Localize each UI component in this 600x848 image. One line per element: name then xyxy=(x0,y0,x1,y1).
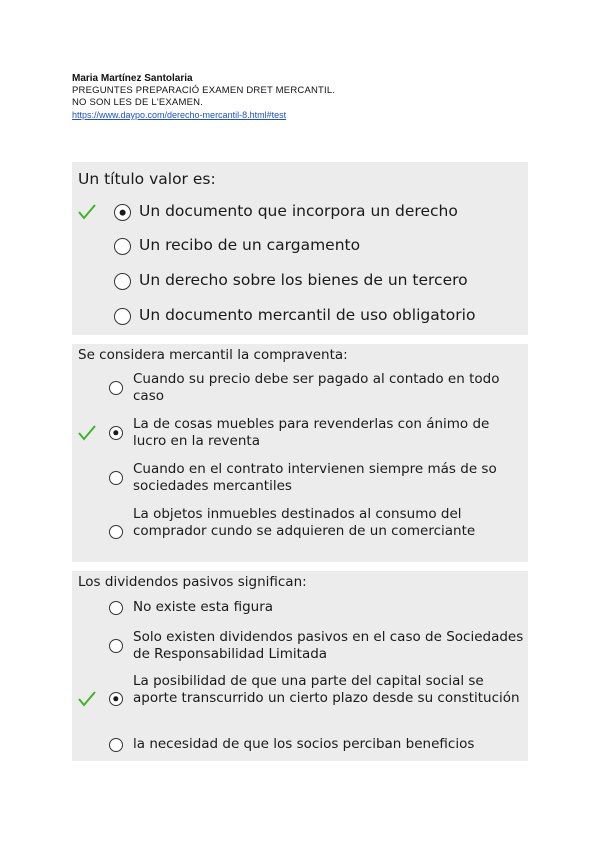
option-item[interactable] xyxy=(72,628,528,664)
option-label: Un recibo de un cargamento xyxy=(139,236,361,254)
option-item[interactable] xyxy=(72,271,528,293)
radio-icon[interactable] xyxy=(114,204,131,221)
radio-icon[interactable] xyxy=(109,471,123,485)
radio-icon[interactable] xyxy=(109,381,123,395)
question-title: Un título valor es: xyxy=(78,170,216,188)
option-label: Un documento mercantil de uso obligatorio xyxy=(139,306,476,324)
option-label: Un derecho sobre los bienes de un tercero xyxy=(139,271,468,289)
option-label: Cuando en el contrato intervienen siempre más de so sociedades mercantiles xyxy=(133,461,497,494)
radio-icon[interactable] xyxy=(109,426,123,440)
option-item[interactable] xyxy=(72,460,528,496)
option-item[interactable] xyxy=(72,672,528,726)
radio-icon[interactable] xyxy=(109,639,123,653)
radio-icon[interactable] xyxy=(109,738,123,752)
option-label: Solo existen dividendos pasivos en el caso de Sociedades de Responsabilidad Limitada xyxy=(133,629,524,662)
author-name: Maria Martínez Santolaria xyxy=(72,73,193,84)
check-icon xyxy=(78,204,96,220)
option-label: No existe esta figura xyxy=(133,599,274,615)
header-line-1: PREGUNTES PREPARACIÓ EXAMEN DRET MERCANTIL. xyxy=(72,85,336,96)
question-block-2 xyxy=(72,344,528,562)
header-line-2: NO SON LES DE L'EXAMEN. xyxy=(72,97,204,108)
option-item[interactable] xyxy=(72,306,528,328)
option-item[interactable] xyxy=(72,202,528,224)
radio-icon[interactable] xyxy=(109,601,123,615)
option-item[interactable] xyxy=(72,415,528,451)
option-item[interactable] xyxy=(72,736,528,756)
radio-icon[interactable] xyxy=(114,308,131,325)
option-label: Cuando su precio debe ser pagado al contado en todo caso xyxy=(133,371,500,404)
check-icon xyxy=(78,691,96,707)
option-label: La de cosas muebles para revenderlas con ánimo de lucro en la reventa xyxy=(133,416,490,449)
source-link[interactable]: https://www.daypo.com/derecho-mercantil-8.html#test xyxy=(72,110,287,120)
radio-icon[interactable] xyxy=(114,238,131,255)
option-item[interactable] xyxy=(72,599,528,619)
document-header xyxy=(72,73,532,121)
question-block-3 xyxy=(72,571,528,761)
radio-icon[interactable] xyxy=(114,273,131,290)
option-label: La objetos inmuebles destinados al consumo del comprador cundo se adquieren de un comerciante xyxy=(133,506,476,539)
question-block-1 xyxy=(72,162,528,335)
radio-icon[interactable] xyxy=(109,525,123,539)
question-title: Se considera mercantil la compraventa: xyxy=(78,347,348,363)
option-label: Un documento que incorpora un derecho xyxy=(139,202,458,220)
check-icon xyxy=(78,425,96,441)
radio-icon[interactable] xyxy=(109,692,123,706)
option-item[interactable] xyxy=(72,505,528,559)
option-item[interactable] xyxy=(72,236,528,258)
option-label: La posibilidad de que una parte del capital social se aporte transcurrido un cierto plazo desde su constitución xyxy=(133,673,520,706)
option-label: la necesidad de que los socios perciban beneficios xyxy=(133,736,475,752)
question-title: Los dividendos pasivos significan: xyxy=(78,574,307,590)
option-item[interactable] xyxy=(72,370,528,406)
